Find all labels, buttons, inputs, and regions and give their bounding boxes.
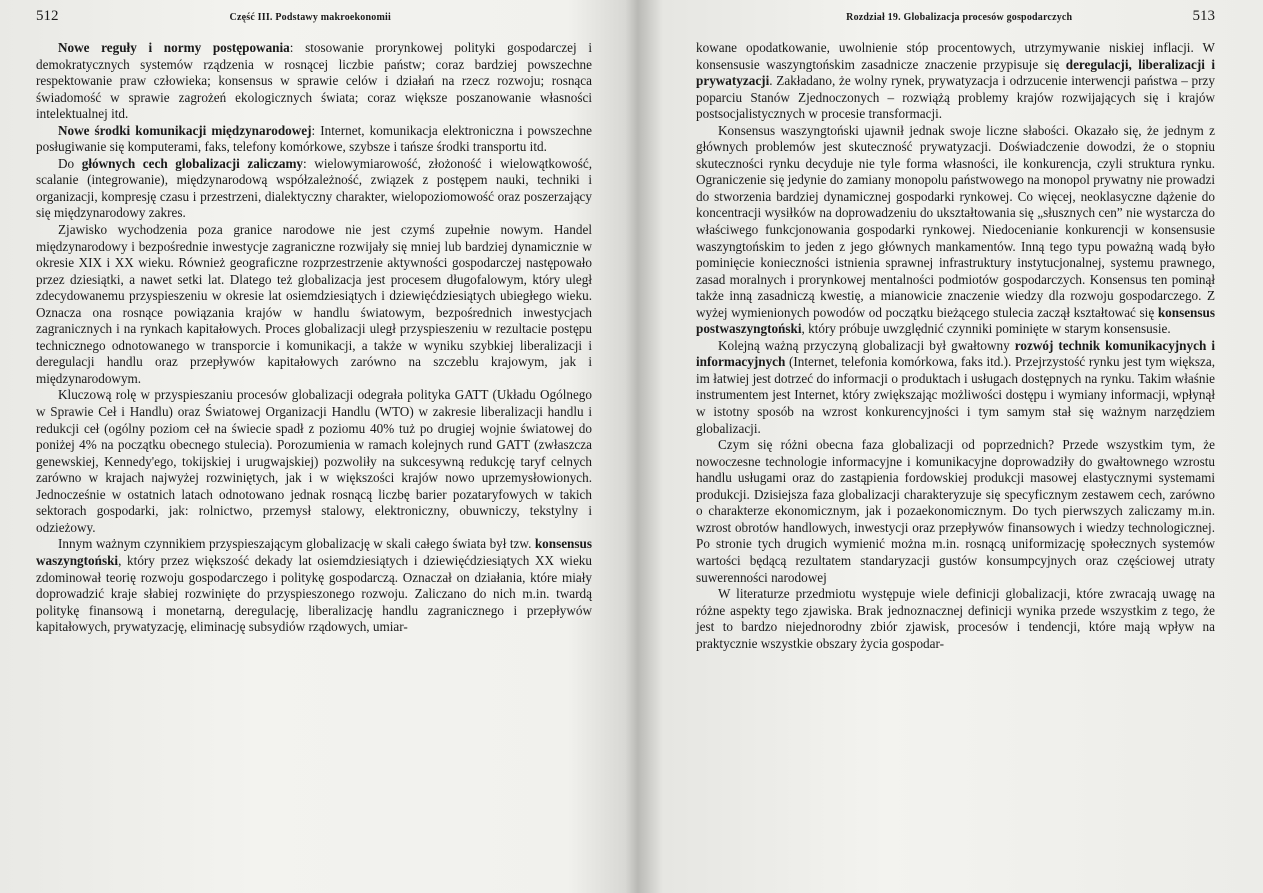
left-page-body — [36, 40, 592, 636]
paragraph — [36, 387, 592, 536]
running-head: Rozdział 19. Globalizacja procesów gospodarczych — [846, 12, 1073, 23]
paragraph — [36, 222, 592, 387]
right-page — [636, 0, 1263, 893]
paragraph — [36, 40, 592, 123]
bold-term: Nowe środki komunikacji międzynarodowej — [58, 122, 312, 138]
paragraph-text: Zjawisko wychodzenia poza granice narodowe nie jest czymś zupełnie nowym. Handel międzynarodowy i bezpośrednie inwestycje zagraniczne rozwijały się mniej lub bardziej dynamicznie w okresie XIX i XX wieku. Również geograficzne rozprzestrzenie aktywności gospodarczej następowało przez dziesiątki, a nawet setki lat. Dlatego też globalizacja jest procesem długofalowym, który uległ zdecydowanemu przyspieszeniu w okresie lat osiemdziesiątych i dziewięćdziesiątych ubiegłego wieku. Oznacza ona rosnące powiązania krajów w handlu światowym, bezpośrednich inwestycjach zagranicznych i na rynkach kapitałowych. Proces globalizacji uległ przyspieszeniu w rezultacie postępu technicznego odnotowanego w transporcie i komunikacji, a także w wyniku szybkiej liberalizacji i deregulacji handlu oraz przepływów kapitałowych zarówno na szczeblu krajowym, jak i międzynarodowym. — [36, 222, 592, 386]
bold-term: deregulacji, liberalizacji i prywatyzacji — [696, 56, 1215, 89]
left-page-header — [36, 8, 592, 30]
paragraph-text: Kolejną ważną przyczyną globalizacji był gwałtowny — [718, 337, 1015, 353]
left-page — [0, 0, 628, 893]
paragraph-text: : stosowanie prorynkowej polityki gospodarczej i demokratycznych systemów rządzenia w rosnącej liczbie państw; coraz bardziej powszechne respektowanie praw człowieka; konsensus w sprawie celów i działań na rzecz rozwoju; rosnąca świadomość w sprawie zagrożeń ekologicznych świata; coraz większe poszanowanie własności intelektualnej itd. — [36, 40, 592, 122]
paragraph-text: : wielowymiarowość, złożoność i wielowątkowość, scalanie (integrowanie), międzynarodową współzależność, związek z postępem nauki, techniki i organizacji, kompresję czasu i przestrzeni, dialektyczny charakter, wielopoziomowość oraz poszerzający się międzynarodowy zakres. — [36, 155, 592, 221]
paragraph-text: Kluczową rolę w przyspieszaniu procesów globalizacji odegrała polityka GATT (Układu Ogólnego w Sprawie Ceł i Handlu) oraz Światowej Organizacji Handlu (WTO) w zakresie liberalizacji handlu i redukcji ceł (ogólny poziom ceł na świecie spadł z poziomu 40% tuż po drugiej wojnie światowej do poniżej 4% na początku obecnego stulecia). Porozumienia w ramach kolejnych rund GATT (zwłaszcza genewskiej, Kennedy'ego, tokijskiej i urugwajskiej) pozwoliły na sukcesywną redukcję taryf celnych zarówno w krajach najwyżej rozwiniętych, jak i w większości krajów nowo uprzemysłowionych. Jednocześnie w ostatnich latach odnotowano jednak rosnącą liczbę barier pozataryfowych w takich sektorach gospodarki, jak: rolnictwo, przemysł stalowy, elektroniczny, obuwniczy, tekstylny i odzieżowy. — [36, 387, 592, 535]
paragraph-text: W literaturze przedmiotu występuje wiele definicji globalizacji, które zwracają uwagę na różne aspekty tego zjawiska. Brak jednoznacznej definicji wynika przede wszystkim z tego, że jest to bardzo niejednorodny zbiór zjawisk, procesów i tendencji, które mają wpływ na praktycznie wszystkie obszary życia gospodar- — [696, 586, 1215, 651]
page-number: 513 — [1192, 8, 1215, 24]
paragraph-text: : Internet, komunikacja elektroniczna i powszechne posługiwanie się komputerami, faks, telefony komórkowe, szybsze i tańsze środki transportu itd. — [36, 122, 592, 155]
paragraph-text: Innym ważnym czynnikiem przyspieszającym globalizację w skali całego świata był tzw. — [58, 536, 535, 552]
paragraph — [36, 123, 592, 156]
bold-term: konsensus postwaszyngtoński — [696, 304, 1215, 337]
right-page-body — [696, 40, 1215, 652]
paragraph-text: Konsensus waszyngtoński ujawnił jednak swoje liczne słabości. Okazało się, że jednym z głównych problemów jest skuteczność prywatyzacji. Doświadczenie dowodzi, że o stopniu skuteczności rynku decyduje nie tyle forma własności, ile konkurencja, czyli struktura rynku. Ograniczenie się jedynie do zamiany monopolu państwowego na monopol prywatny nie prowadzi do stworzenia bardziej dynamicznej gospodarki rynkowej. Co więcej, neoklasyczne dążenie do koncentracji wysiłków na doprowadzeniu do ukształtowania się „słusznych cen” nie wystarcza do właściwego funkcjonowania gospodarki rynkowej. Niedocenianie konkurencji w konsensusie waszyngtońskim to jeden z jego głównych mankamentów. Inną tego typu poważną wadą było pominięcie konieczności istnienia sprawnej infrastruktury instytucjonalnej, systemu prawnego, zasad moralnych i prorynkowej mentalności podmiotów gospodarczych. Konsensus ten pominął także inną zasadniczą kwestię, a mianowicie znaczenie wiedzy dla rozwoju gospodarczego. Z wyżej wymienionych powodów od początku bieżącego stulecia zaczął kształtować się — [696, 122, 1215, 320]
paragraph — [696, 338, 1215, 437]
paragraph-text: , który przez większość dekady lat osiemdziesiątych i dziewięćdziesiątych XX wieku zdominował teorię rozwoju gospodarczego i politykę gospodarczą. Oznaczał on działania, które miały doprowadzić kraje słabiej rozwinięte do przyspieszonego rozwoju. Zaliczano do nich m.in. twardą politykę finansową i monetarną, deregulację, liberalizację handlu zagranicznego i przepływów kapitałowych, prywatyzację, eliminację subsydiów rządowych, umiar- — [36, 552, 592, 635]
page-number: 512 — [36, 8, 59, 24]
bold-term: Nowe reguły i normy postępowania — [58, 40, 290, 55]
paragraph — [696, 437, 1215, 586]
paragraph — [36, 156, 592, 222]
paragraph — [696, 586, 1215, 652]
bold-term: rozwój technik komunikacyjnych i informacyjnych — [696, 337, 1215, 370]
paragraph — [36, 536, 592, 635]
bold-term: głównych cech globalizacji zaliczamy — [81, 155, 304, 171]
right-page-header — [696, 8, 1215, 30]
paragraph-text: (Internet, telefonia komórkowa, faks itd.). Przejrzystość rynku jest tym większa, im łatwiej jest dotrzeć do informacji o produktach i usługach dostępnych na rynku. Takim właśnie instrumentem jest Internet, który zwiększając możliwości dostępu i wymiany informacji, wpłynął w istotny sposób na wzrost konkurencyjności i tym samym stał się ważnym narzędziem globalizacji. — [696, 354, 1215, 436]
paragraph-text: kowane opodatkowanie, uwolnienie stóp procentowych, utrzymywanie niskiej inflacji. W konsensusie waszyngtońskim zasadnicze znaczenie przypisuje się — [696, 40, 1215, 72]
paragraph-text: Czym się różni obecna faza globalizacji od poprzednich? Przede wszystkim tym, że nowoczesne technologie informacyjne i komunikacyjne doprowadziły do gwałtownego wzrostu handlu usługami oraz do zastąpienia fordowskiej produkcji masowej elastycznymi systemami produkcji. Dzisiejsza faza globalizacji charakteryzuje się specyficznym zestawem cech, zarówno o charakterze ekonomicznym, jak i pozaekonomicznym. Do tych pierwszych zaliczamy m.in. wzrost obrotów handlowych, inwestycji oraz przepływów finansowych i wiedzy technologicznej. Po stronie tych drugich wymienić można m.in. rosnącą uniformizację społecznych systemów wartości będącą rezultatem standaryzacji gustów konsumpcyjnych oraz częściowej utraty suwerenności narodowej — [696, 437, 1215, 585]
paragraph-text: Do — [58, 155, 82, 171]
paragraph-text: , który próbuje uwzględnić czynniki pominięte w starym konsensusie. — [801, 321, 1171, 337]
paragraph — [696, 123, 1215, 338]
running-head: Część III. Podstawy makroekonomii — [229, 12, 391, 23]
paragraph-text: . Zakładano, że wolny rynek, prywatyzacja i odrzucenie interwencji państwa – przy poparciu Stanów Zjednoczonych – rozwiążą problemy krajów rozwijających się i krajów postsocjalistycznych w procesie transformacji. — [696, 73, 1215, 122]
bold-term: konsensus waszyngtoński — [36, 536, 592, 568]
paragraph — [696, 40, 1215, 123]
